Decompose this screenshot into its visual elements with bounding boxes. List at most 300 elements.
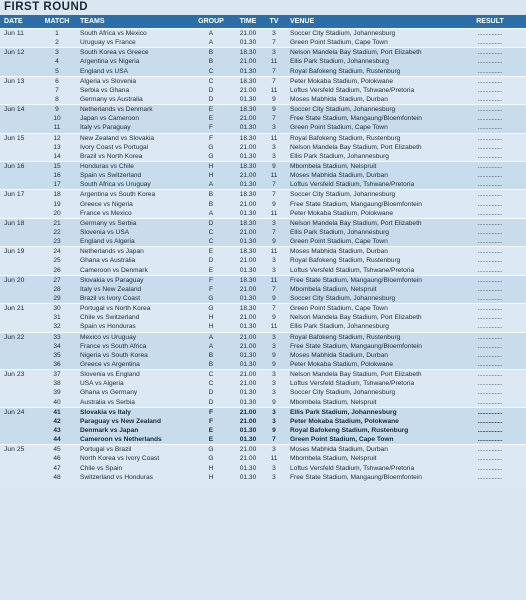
result-blank[interactable]: ................ <box>477 380 503 388</box>
match-tv: 3 <box>272 143 276 151</box>
match-number: 20 <box>53 209 61 217</box>
match-teams: Argentina vs South Korea <box>80 191 156 199</box>
match-venue: Mbombela Stadium, Nelspruit <box>290 398 377 406</box>
result-blank[interactable]: ................ <box>477 464 503 472</box>
result-blank[interactable]: ................ <box>477 360 503 368</box>
match-time: 01.30 <box>239 124 257 132</box>
match-group: B <box>208 49 214 57</box>
match-tv: 3 <box>272 257 276 265</box>
match-group: D <box>208 257 214 265</box>
match-group: D <box>208 398 214 406</box>
match-tv: 9 <box>272 398 276 406</box>
match-venue: Free State Stadium, Mangaung/Bloemfontein <box>290 200 422 208</box>
day-matches <box>38 276 526 303</box>
match-time: 18.30 <box>239 77 257 85</box>
match-venue: Moses Mabhida Stadium, Durban <box>290 172 388 180</box>
table-row <box>38 294 526 303</box>
result-blank[interactable]: ................ <box>477 305 503 313</box>
match-number: 6 <box>55 77 59 85</box>
result-blank[interactable]: ................ <box>477 295 503 302</box>
match-number: 34 <box>53 342 61 350</box>
result-blank[interactable]: ................ <box>477 342 503 350</box>
table-row <box>38 114 526 123</box>
table-row <box>38 162 526 171</box>
table-row <box>38 454 526 463</box>
result-blank[interactable]: ................ <box>477 86 503 94</box>
result-blank[interactable]: ................ <box>477 163 503 171</box>
match-tv: 7 <box>272 39 276 47</box>
day-group <box>0 275 526 303</box>
table-row <box>38 171 526 180</box>
match-teams: New Zealand vs Slovakia <box>80 134 155 142</box>
match-time: 21.00 <box>239 455 257 463</box>
table-row <box>38 388 526 397</box>
match-group: D <box>208 389 214 397</box>
day-matches <box>38 408 526 445</box>
match-time: 01.30 <box>239 473 257 481</box>
table-row <box>38 276 526 285</box>
match-group: G <box>208 143 214 151</box>
match-teams: Cameroon vs Denmark <box>80 266 148 274</box>
match-group: B <box>208 200 214 208</box>
result-blank[interactable]: ................ <box>477 473 503 481</box>
match-time: 21.00 <box>239 229 257 237</box>
table-row <box>38 304 526 313</box>
match-tv: 9 <box>272 238 276 246</box>
match-group: A <box>208 342 214 350</box>
match-teams: Netherlands vs Japan <box>80 248 144 256</box>
match-number: 5 <box>55 67 59 75</box>
table-row <box>38 95 526 104</box>
day-date: Jun 21 <box>4 305 25 313</box>
match-teams: South Korea vs Greece <box>80 49 149 57</box>
match-tv: 11 <box>270 248 278 256</box>
match-venue: Ellis Park Stadium, Johannesburg <box>290 152 389 160</box>
table-row <box>38 322 526 331</box>
result-blank[interactable]: ................ <box>477 200 503 208</box>
day-group <box>0 28 526 47</box>
match-tv: 11 <box>270 86 278 94</box>
match-tv: 3 <box>272 417 276 425</box>
result-blank[interactable]: ................ <box>477 77 503 85</box>
match-time: 01.30 <box>239 464 257 472</box>
day-matches <box>38 77 526 104</box>
match-number: 45 <box>53 446 61 454</box>
table-row <box>38 247 526 256</box>
result-blank[interactable]: ................ <box>477 446 503 454</box>
match-teams: Slovenia vs USA <box>80 229 130 237</box>
match-teams: Paraguay vs New Zealand <box>80 417 161 425</box>
match-venue: Nelson Mandela Bay Stadium, Port Elizabeth <box>290 371 422 379</box>
match-venue: Green Point Stadium, Cape Town <box>290 238 388 246</box>
match-number: 12 <box>53 134 61 142</box>
day-matches <box>38 370 526 407</box>
match-venue: Loftus Versfeld Stadium, Tshwane/Pretoria <box>290 86 415 94</box>
result-blank[interactable]: ................ <box>477 106 503 114</box>
match-venue: Royal Bafokeng Stadium, Rustenburg <box>290 333 401 341</box>
match-time: 21.00 <box>239 143 257 151</box>
day-group <box>0 218 526 246</box>
match-number: 10 <box>53 115 61 123</box>
result-blank[interactable]: ................ <box>477 58 503 66</box>
match-group: G <box>208 305 214 313</box>
match-time: 01.30 <box>239 152 257 160</box>
match-tv: 3 <box>272 342 276 350</box>
match-time: 21.00 <box>239 257 257 265</box>
match-venue: Soccer City Stadium, Johannesburg <box>290 191 396 199</box>
match-number: 35 <box>53 351 61 359</box>
match-time: 21.00 <box>239 86 257 94</box>
match-tv: 11 <box>270 276 278 284</box>
table-row <box>38 333 526 342</box>
match-time: 18.30 <box>239 248 257 256</box>
match-teams: North Korea vs Ivory Coast <box>80 455 160 463</box>
day-matches <box>38 219 526 246</box>
match-teams: Nigeria vs South Korea <box>80 351 148 359</box>
match-group: B <box>208 191 214 199</box>
match-tv: 11 <box>270 58 278 66</box>
match-teams: Italy vs New Zealand <box>80 285 142 293</box>
match-venue: Free State Stadium, Mangaung/Bloemfontein <box>290 276 422 284</box>
match-number: 4 <box>55 58 59 66</box>
match-number: 2 <box>55 39 59 47</box>
match-teams: Mexico vs Uruguay <box>80 333 137 341</box>
match-teams: Honduras vs Chile <box>80 163 134 171</box>
match-group: F <box>208 285 214 293</box>
day-group <box>0 189 526 217</box>
match-number: 36 <box>53 360 61 368</box>
match-venue: Royal Bafokeng Stadium, Rustenburg <box>290 257 401 265</box>
match-venue: Moses Mabhida Stadium, Durban <box>290 248 388 256</box>
result-blank[interactable]: ................ <box>477 351 503 359</box>
table-row <box>38 57 526 66</box>
result-blank[interactable]: ................ <box>477 209 503 217</box>
result-blank[interactable]: ................ <box>477 417 503 425</box>
match-group: A <box>208 181 214 189</box>
match-group: D <box>208 86 214 94</box>
match-teams: Brazil vs Ivory Coast <box>80 295 141 302</box>
header-group: GROUP <box>198 18 224 25</box>
match-tv: 3 <box>272 380 276 388</box>
day-date: Jun 19 <box>4 248 25 256</box>
match-teams: Algeria vs Slovenia <box>80 77 137 85</box>
match-venue: Peter Mokaba Stadium, Polokwane <box>290 360 393 368</box>
match-tv: 3 <box>272 371 276 379</box>
match-teams: Australia vs Serbia <box>80 398 135 406</box>
match-group: E <box>208 266 214 274</box>
day-matches <box>38 162 526 189</box>
match-venue: Ellis Park Stadium, Johannesburg <box>290 323 389 331</box>
match-tv: 3 <box>272 408 276 416</box>
match-time: 01.30 <box>239 351 257 359</box>
match-group: G <box>208 295 214 302</box>
header-result: RESULT <box>476 18 504 25</box>
match-number: 1 <box>55 30 59 38</box>
result-blank[interactable]: ................ <box>477 426 503 434</box>
match-group: A <box>208 333 214 341</box>
match-tv: 7 <box>272 115 276 123</box>
match-teams: Germany vs Australia <box>80 96 143 104</box>
day-matches <box>38 445 526 482</box>
day-matches <box>38 333 526 370</box>
match-number: 32 <box>53 323 61 331</box>
match-teams: Ghana vs Australia <box>80 257 136 265</box>
table-row <box>38 209 526 218</box>
match-group: E <box>208 248 214 256</box>
match-tv: 3 <box>272 152 276 160</box>
match-time: 18.30 <box>239 163 257 171</box>
match-venue: Soccer City Stadium, Johannesburg <box>290 295 396 302</box>
table-row <box>38 77 526 86</box>
match-group: F <box>208 124 214 132</box>
match-tv: 3 <box>272 389 276 397</box>
result-blank[interactable]: ................ <box>477 219 503 227</box>
result-blank[interactable]: ................ <box>477 257 503 265</box>
day-date: Jun 22 <box>4 333 25 341</box>
match-venue: Mbombela Stadium, Nelspruit <box>290 285 377 293</box>
match-number: 21 <box>53 219 61 227</box>
match-number: 22 <box>53 229 61 237</box>
match-number: 29 <box>53 295 61 302</box>
match-tv: 11 <box>270 134 278 142</box>
match-tv: 7 <box>272 77 276 85</box>
result-blank[interactable]: ................ <box>477 371 503 379</box>
match-time: 21.00 <box>239 58 257 66</box>
match-time: 21.00 <box>239 285 257 293</box>
match-time: 01.30 <box>239 67 257 75</box>
day-date: Jun 16 <box>4 162 25 170</box>
result-blank[interactable]: ................ <box>477 124 503 132</box>
result-blank[interactable]: ................ <box>477 455 503 463</box>
match-tv: 3 <box>272 30 276 38</box>
table-row <box>38 473 526 482</box>
match-time: 21.00 <box>239 115 257 123</box>
match-group: E <box>208 426 214 434</box>
match-time: 01.30 <box>239 295 257 302</box>
match-time: 01.30 <box>239 436 257 444</box>
table-row <box>38 370 526 379</box>
match-number: 23 <box>53 238 61 246</box>
day-group <box>0 246 526 274</box>
match-teams: Portugal vs Brazil <box>80 446 132 454</box>
match-time: 01.30 <box>239 96 257 104</box>
match-time: 01.30 <box>239 426 257 434</box>
result-blank[interactable]: ................ <box>477 30 503 38</box>
match-tv: 7 <box>272 305 276 313</box>
match-teams: Cameroon vs Netherlands <box>80 436 162 444</box>
table-row <box>38 143 526 152</box>
match-number: 28 <box>53 285 61 293</box>
match-time: 21.00 <box>239 200 257 208</box>
result-blank[interactable]: ................ <box>477 333 503 341</box>
match-teams: Denmark vs Japan <box>80 426 139 434</box>
table-row <box>38 435 526 444</box>
match-teams: Italy vs Paraguay <box>80 124 131 132</box>
result-blank[interactable]: ................ <box>477 143 503 151</box>
match-teams: Spain vs Switzerland <box>80 172 142 180</box>
match-time: 01.30 <box>239 389 257 397</box>
match-time: 18.30 <box>239 219 257 227</box>
match-teams: Slovakia vs Paraguay <box>80 276 144 284</box>
day-group <box>0 133 526 161</box>
match-venue: Green Point Stadium, Cape Town <box>290 436 394 444</box>
match-teams: Chile vs Switzerland <box>80 314 140 322</box>
day-group <box>0 332 526 370</box>
match-number: 27 <box>53 276 61 284</box>
result-blank[interactable]: ................ <box>477 276 503 284</box>
day-matches <box>38 48 526 75</box>
match-time: 21.00 <box>239 342 257 350</box>
match-teams: England vs Algeria <box>80 238 135 246</box>
day-date: Jun 15 <box>4 134 25 142</box>
result-blank[interactable]: ................ <box>477 314 503 322</box>
result-blank[interactable]: ................ <box>477 436 503 444</box>
day-date: Jun 20 <box>4 276 25 284</box>
match-group: B <box>208 360 214 368</box>
match-tv: 9 <box>272 351 276 359</box>
result-blank[interactable]: ................ <box>477 134 503 142</box>
match-time: 18.30 <box>239 276 257 284</box>
table-row <box>38 237 526 246</box>
match-tv: 9 <box>272 163 276 171</box>
result-blank[interactable]: ................ <box>477 266 503 274</box>
match-time: 01.30 <box>239 360 257 368</box>
match-teams: Greece vs Nigeria <box>80 200 133 208</box>
day-date: Jun 14 <box>4 106 25 114</box>
result-blank[interactable]: ................ <box>477 408 503 416</box>
result-blank[interactable]: ................ <box>477 323 503 331</box>
table-row <box>38 152 526 161</box>
day-date: Jun 23 <box>4 371 25 379</box>
result-blank[interactable]: ................ <box>477 191 503 199</box>
day-date: Jun 25 <box>4 446 25 454</box>
match-group: A <box>208 30 214 38</box>
match-group: C <box>208 380 214 388</box>
result-blank[interactable]: ................ <box>477 67 503 75</box>
match-number: 43 <box>53 426 61 434</box>
match-number: 24 <box>53 248 61 256</box>
table-row <box>38 228 526 237</box>
day-group <box>0 104 526 132</box>
match-teams: Portugal vs North Korea <box>80 305 151 313</box>
header-venue: VENUE <box>290 18 315 25</box>
day-date: Jun 24 <box>4 408 25 416</box>
match-teams: Ghana vs Germany <box>80 389 138 397</box>
result-blank[interactable]: ................ <box>477 229 503 237</box>
day-group <box>0 47 526 75</box>
match-venue: Soccer City Stadium, Johannesburg <box>290 106 396 114</box>
table-row <box>38 123 526 132</box>
match-group: A <box>208 39 214 47</box>
match-tv: 9 <box>272 360 276 368</box>
result-blank[interactable]: ................ <box>477 285 503 293</box>
match-time: 18.30 <box>239 49 257 57</box>
match-tv: 9 <box>272 314 276 322</box>
match-teams: South Africa vs Mexico <box>80 30 147 38</box>
match-time: 18.30 <box>239 191 257 199</box>
match-time: 21.00 <box>239 446 257 454</box>
result-blank[interactable]: ................ <box>477 238 503 246</box>
table-row <box>38 445 526 454</box>
match-number: 40 <box>53 398 61 406</box>
match-venue: Loftus Versfeld Stadium, Tshwane/Pretoria <box>290 266 415 274</box>
result-blank[interactable]: ................ <box>477 39 503 47</box>
result-blank[interactable]: ................ <box>477 49 503 57</box>
match-number: 39 <box>53 389 61 397</box>
match-number: 8 <box>55 96 59 104</box>
result-blank[interactable]: ................ <box>477 398 503 406</box>
match-group: G <box>208 455 214 463</box>
result-blank[interactable]: ................ <box>477 181 503 189</box>
result-blank[interactable]: ................ <box>477 115 503 123</box>
match-time: 21.00 <box>239 417 257 425</box>
table-row <box>38 38 526 47</box>
match-group: H <box>208 323 214 331</box>
match-teams: Uruguay vs France <box>80 39 136 47</box>
header-teams: TEAMS <box>80 18 105 25</box>
table-row <box>38 397 526 406</box>
table-row <box>38 105 526 114</box>
match-tv: 11 <box>270 323 278 331</box>
match-tv: 7 <box>272 191 276 199</box>
match-number: 18 <box>53 191 61 199</box>
match-venue: Peter Mokaba Stadium, Polokwane <box>290 417 399 425</box>
match-time: 01.30 <box>239 238 257 246</box>
table-row <box>38 351 526 360</box>
table-row <box>38 134 526 143</box>
match-venue: Nelson Mandela Bay Stadium, Port Elizabeth <box>290 219 422 227</box>
match-tv: 3 <box>272 219 276 227</box>
match-tv: 3 <box>272 446 276 454</box>
match-group: G <box>208 152 214 160</box>
match-teams: Serbia vs Ghana <box>80 86 130 94</box>
match-venue: Loftus Versfeld Stadium, Tshwane/Pretoria <box>290 181 415 189</box>
day-group <box>0 444 526 482</box>
match-teams: USA vs Algeria <box>80 380 124 388</box>
table-row <box>38 408 526 417</box>
match-teams: Netherlands vs Denmark <box>80 106 153 114</box>
match-venue: Moses Mabhida Stadium, Durban <box>290 351 388 359</box>
day-matches <box>38 29 526 47</box>
match-number: 16 <box>53 172 61 180</box>
match-group: F <box>208 134 214 142</box>
match-tv: 7 <box>272 181 276 189</box>
match-tv: 9 <box>272 426 276 434</box>
match-teams: France vs Mexico <box>80 209 132 217</box>
result-blank[interactable]: ................ <box>477 248 503 256</box>
match-tv: 3 <box>272 124 276 132</box>
match-tv: 11 <box>270 172 278 180</box>
match-time: 01.30 <box>239 39 257 47</box>
day-group <box>0 76 526 104</box>
result-blank[interactable]: ................ <box>477 96 503 104</box>
result-blank[interactable]: ................ <box>477 152 503 160</box>
match-time: 21.00 <box>239 380 257 388</box>
match-tv: 11 <box>270 455 278 463</box>
match-venue: Green Point Stadium, Cape Town <box>290 124 388 132</box>
match-number: 17 <box>53 181 61 189</box>
match-group: D <box>208 219 214 227</box>
match-tv: 7 <box>272 67 276 75</box>
match-venue: Royal Bafokeng Stadium, Rustenburg <box>290 134 401 142</box>
match-number: 30 <box>53 305 61 313</box>
match-group: D <box>208 96 214 104</box>
result-blank[interactable]: ................ <box>477 389 503 397</box>
result-blank[interactable]: ................ <box>477 172 503 180</box>
table-row <box>38 426 526 435</box>
match-number: 14 <box>53 152 61 160</box>
match-tv: 7 <box>272 436 276 444</box>
